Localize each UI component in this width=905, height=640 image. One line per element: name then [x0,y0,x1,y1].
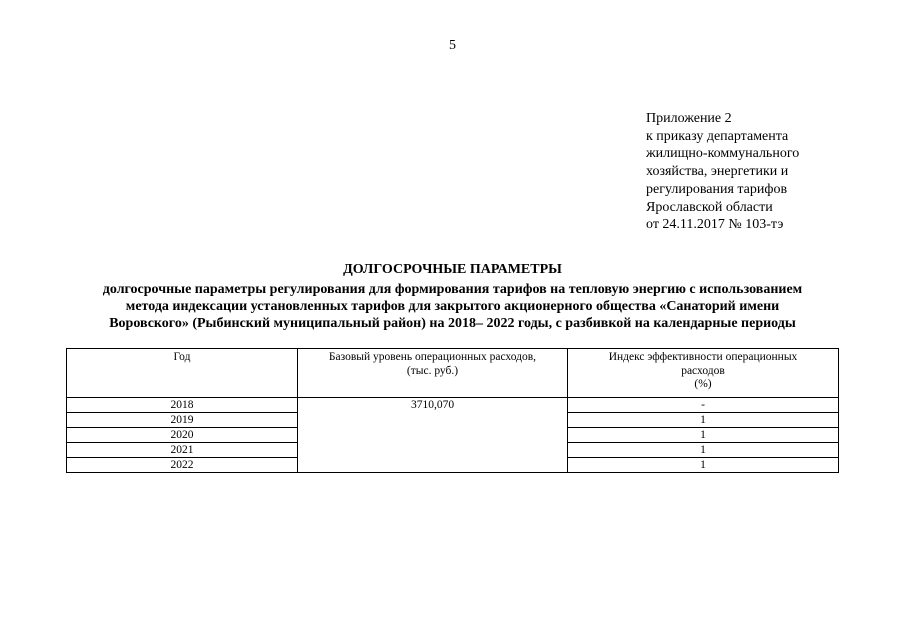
page-number: 5 [449,38,456,53]
index-cell: - [568,398,839,413]
subtitle-line: Воровского» (Рыбинский муниципальный район) на 2018– 2022 годы, с разбивкой на календарные периоды [109,316,796,331]
year-cell: 2021 [67,443,298,458]
appendix-line: жилищно-коммунального [646,146,800,162]
header-index-unit: (%) [694,378,712,390]
base-level-cell: 3710,070 [298,398,568,473]
appendix-line: к приказу департамента [646,128,789,144]
header-base-label: Базовый уровень операционных расходов, [328,351,537,363]
document-subtitle [40,281,865,332]
index-cell: 1 [568,428,839,443]
table-row [67,398,839,413]
parameters-table [66,348,839,473]
header-year-label: Год [173,351,191,363]
year-cell: 2020 [67,428,298,443]
appendix-line: Ярославской области [646,199,773,215]
appendix-line: Приложение 2 [646,111,732,126]
index-cell: 1 [568,458,839,473]
index-cell: 1 [568,413,839,428]
subtitle-line: долгосрочные параметры регулирования для формирования тарифов на тепловую энергию с использованием [102,282,803,297]
appendix-block [646,110,799,234]
table-header-row [67,349,839,398]
year-cell: 2019 [67,413,298,428]
appendix-line: от 24.11.2017 № 103-тэ [646,217,784,233]
appendix-line: хозяйства, энергетики и [646,164,789,180]
index-cell: 1 [568,443,839,458]
year-cell: 2018 [67,398,298,413]
header-base-unit: (тыс. руб.) [406,364,459,377]
header-index-label: Индекс эффективности операционных [608,351,798,363]
year-cell: 2022 [67,458,298,473]
header-efficiency-index [568,349,839,398]
document-title: ДОЛГОСРОЧНЫЕ ПАРАМЕТРЫ [343,262,562,277]
subtitle-line: метода индексации установленных тарифов для закрытого акционерного общества «Санаторий имени [125,299,780,314]
appendix-line: регулирования тарифов [646,181,788,197]
header-year [67,349,298,398]
header-index-label-cont: расходов [681,364,725,377]
header-base-level [298,349,568,398]
